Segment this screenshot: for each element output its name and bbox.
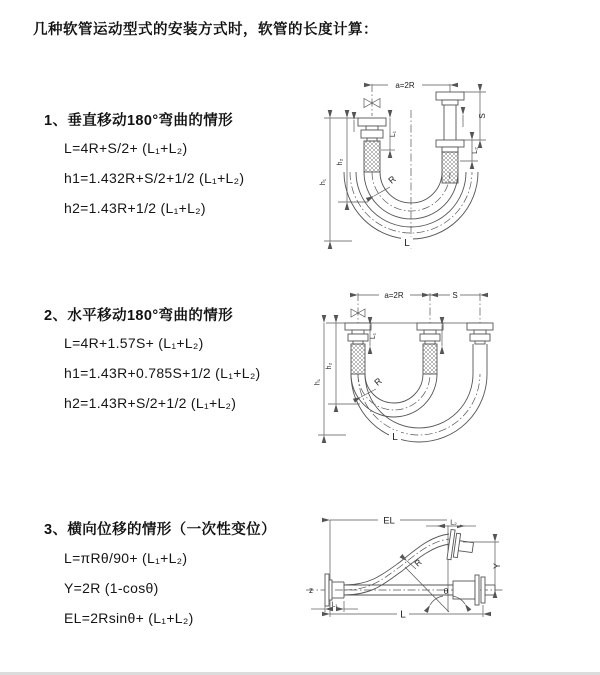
formula-line: L=4R+S/2+ (L₁+L₂) <box>64 140 188 156</box>
svg-text:a=2R: a=2R <box>395 81 415 90</box>
formula-line: Y=2R (1-cosθ) <box>64 580 159 596</box>
svg-text:L: L <box>404 238 410 249</box>
svg-text:θ: θ <box>443 586 449 596</box>
svg-text:L₁: L₁ <box>390 130 397 138</box>
formula-line: L=4R+1.57S+ (L₁+L₂) <box>64 335 204 351</box>
svg-text:S: S <box>478 113 487 119</box>
hose-u-bend-moved <box>351 374 487 442</box>
axis-mark: z <box>309 586 313 595</box>
svg-text:S: S <box>452 291 458 300</box>
diagram-horizontal-180-bend <box>310 280 600 460</box>
svg-text:L₁: L₁ <box>331 601 338 609</box>
formula-line: h1=1.43R+0.785S+1/2 (L₁+L₂) <box>64 365 261 381</box>
diagram-vertical-180-bend <box>310 70 590 260</box>
dimension-l2 <box>426 518 476 527</box>
section-2-formulas <box>64 328 261 418</box>
dimension-el <box>330 514 448 617</box>
svg-text:R: R <box>386 173 398 186</box>
dimension-a2r <box>358 290 430 301</box>
braided-hose-section <box>423 344 437 374</box>
svg-text:L: L <box>392 432 398 443</box>
braided-hose-section <box>442 152 458 183</box>
svg-text:h₁: h₁ <box>314 378 322 386</box>
formula-line: L=πRθ/90+ (L₁+L₂) <box>64 550 188 566</box>
svg-text:L₂: L₂ <box>450 519 457 527</box>
right-pipe-end <box>467 323 493 374</box>
svg-text:h₂: h₂ <box>337 158 344 166</box>
svg-text:L: L <box>400 609 406 621</box>
right-pipe-end <box>436 92 464 183</box>
radius-label <box>405 557 449 612</box>
svg-text:L₁: L₁ <box>370 332 377 340</box>
braided-hose-section <box>364 141 380 172</box>
dimension-h1 <box>315 323 347 435</box>
dimension-a2r <box>372 80 450 91</box>
length-label <box>401 237 413 249</box>
svg-text:h₁: h₁ <box>320 178 327 186</box>
svg-text:h₂: h₂ <box>326 362 333 370</box>
hose-displaced-position <box>344 534 450 595</box>
middle-pipe-end <box>417 323 443 374</box>
section-2-heading: 2、水平移动180°弯曲的情形 <box>44 308 234 324</box>
svg-text:Y: Y <box>492 562 502 570</box>
length-label <box>389 431 401 443</box>
page-title: 几种软管运动型式的安装方式时，软管的长度计算： <box>33 22 378 38</box>
formula-line: h1=1.432R+S/2+1/2 (L₁+L₂) <box>64 170 245 186</box>
dimension-s <box>430 290 480 301</box>
diagram-lateral-displacement <box>298 505 598 650</box>
section-3-formulas <box>64 543 194 633</box>
svg-text:EL: EL <box>383 515 395 527</box>
section-3-heading: 3、横向位移的情形（一次性变位） <box>44 522 276 538</box>
dimension-l <box>330 605 483 621</box>
left-pipe-end <box>345 323 371 374</box>
formula-line: h2=1.43R+S/2+1/2 (L₁+L₂) <box>64 395 237 411</box>
dimension-l1 <box>311 601 358 612</box>
braided-hose-section <box>351 344 365 374</box>
top-flange <box>447 529 475 562</box>
formula-line: h2=1.43R+1/2 (L₁+L₂) <box>64 200 206 216</box>
svg-text:L₂: L₂ <box>472 147 479 154</box>
section-1-heading: 1、垂直移动180°弯曲的情形 <box>44 113 234 129</box>
svg-text:R: R <box>412 557 424 569</box>
svg-text:R: R <box>372 375 384 388</box>
section-1-formulas <box>64 133 244 223</box>
formula-line: EL=2Rsinθ+ (L₁+L₂) <box>64 610 194 626</box>
svg-text:a=2R: a=2R <box>384 291 404 300</box>
left-pipe-end <box>324 118 386 172</box>
